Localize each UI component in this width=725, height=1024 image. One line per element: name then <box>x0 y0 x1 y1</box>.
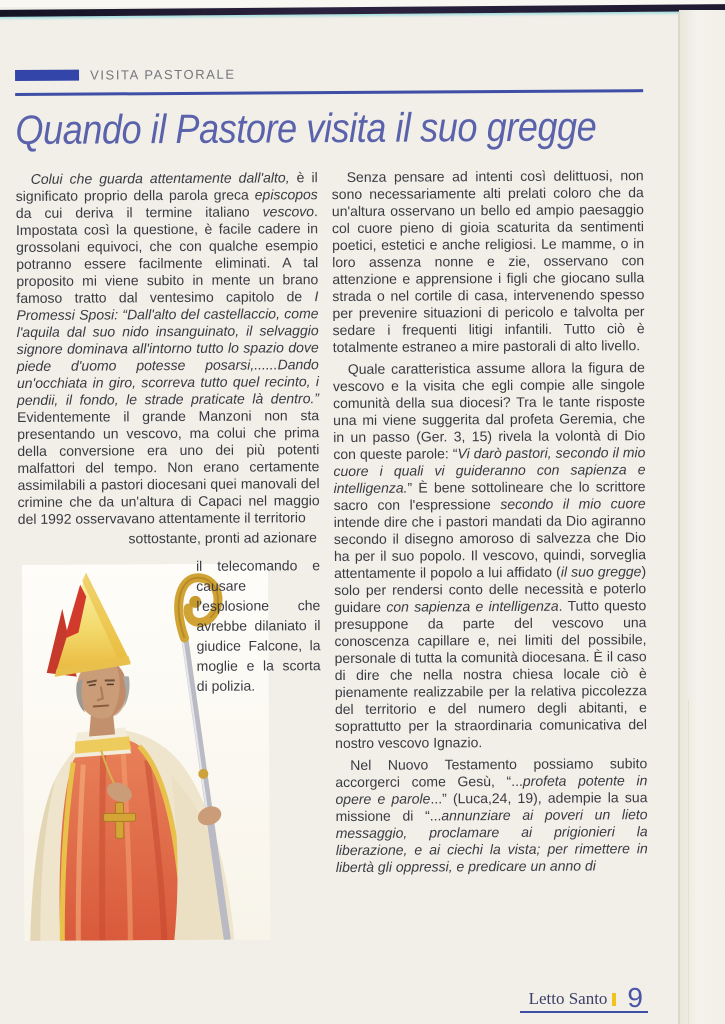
kicker-bar <box>15 70 79 81</box>
scan-edge-right-strip <box>679 10 725 1024</box>
paragraph: Senza pensare ad intenti così delittuosi, non sono necessariamente alti prelati coloro che da un'altura osservano un bello ed ampio paesaggio col cuore pieno di gioia scaturita da sentimenti poetici, estetici e anche religiosi. Le mamme, o in loro assenza nonne e zie, osservano con attenzione e apprensione i figli che giocano sulla strada o nel cortile di casa, intervenendo spesso per prevenire situazioni di pericolo e talvolta per sedare i frequenti litigi infantili. Tutto ciò è totalmente estraneo a mire pastorali di alto livello. <box>331 167 645 356</box>
section-kicker: VISITA PASTORALE <box>89 66 236 83</box>
photo-wrap-area <box>18 547 322 943</box>
section-header <box>15 64 643 83</box>
magazine-name: Letto Santo <box>528 989 608 1008</box>
article-title <box>15 103 643 154</box>
article-title-text: Quando il Pastore visita il suo gregge <box>15 103 597 153</box>
article-columns <box>16 167 649 943</box>
page-content <box>15 64 648 943</box>
paragraph: Quale caratteristica assume allora la figura de vescovo e la visita che egli compie alle singole comunità della sua diocesi? Tra le tante risposte una mi viene suggerita dal profeta Geremia, che in un passo (Ger. 3, 15) rivela la volontà di Dio con queste parole: “Vi darò pastori, secondo il mio cuore i quali vi guideranno con sapienza e intelligenza.” È bene sottolineare che lo scrittore sacro con l'espressione secondo il mio cuore intende dire che i pastori mandati da Dio agiranno secondo il disegno amoroso di salvezza che Dio ha per il suo popolo. Il vescovo, quindi, sorveglia attentamente il popolo a lui affidato (il suo gregge) solo per rendersi conto delle necessità e poterlo guidare con sapienza e intelligenza. Tutto questo presuppone da parte del vescovo una conoscenza capillare e, nei limiti del possibile, personale di tutta la comunità diocesana. È il caso di dire che nella nostra chiesa locale ciò è pienamente realizzabile per la relativa piccolezza del territorio e del numero degli abitanti, e soprattutto per la straordinaria comunicativa del nostro vescovo Ignazio. <box>332 359 648 752</box>
wrapped-line: sottostante, pronti ad azionare <box>128 529 317 547</box>
paragraph: Colui che guarda attentamente dall'alto, è il significato proprio della parola greca episcopos da cui deriva il termine italiano vescovo. Impostata così la questione, è facile cadere in grossolani equivoci, che con qualche esempio potranno essere facilmente eliminati. A tal proposito mi viene subito in mente un brano famoso tratto dal ventesimo capitolo de I Promessi Sposi: “Dall'alto del castellaccio, come l'aquila dal suo nido insanguinato, il selvaggio signore dominava all'intorno tutto lo spazio dove piede d'uomo potesse posarsi,......Dando un'occhiata in giro, scorreva tutto quel recinto, i pendii, il fondo, le strade praticate là dentro.” Evidentemente il grande Manzoni non sta presentando un vescovo, ma colui che prima della conversione era uno dei più potenti malfattori del tempo. Non erano certamente assimilabili a pastori diocesani quei manovali del crimine che da un'altura di Capaci nel maggio del 1992 osservavano attentamente il territorio <box>15 169 320 527</box>
footer-tick-mark <box>612 993 616 1006</box>
page-edge-line-2 <box>688 700 689 1024</box>
left-column <box>16 169 323 943</box>
paragraph: Nel Nuovo Testamento possiamo subito accorgerci come Gesù, “...profeta potente in opere e parole...” (Luca,24, 19), adempie la sua missione di “...annunziare ai poveri un lieto messaggio, proclamare ai prigionieri la liberazione, e ai ciechi la vista; per rimettere in libertà gli oppressi, e predicare un anno di <box>335 755 648 876</box>
page-edge-line <box>678 12 680 1024</box>
right-column <box>332 167 649 941</box>
page-number: 9 <box>627 982 643 1013</box>
page-footer <box>520 982 648 1013</box>
wrapped-paragraph: il telecomando e causare l'esplosione che avrebbe dilaniato il giudice Falcone, la moglie e la scorta di polizia. <box>195 557 321 694</box>
header-rule <box>15 89 643 96</box>
